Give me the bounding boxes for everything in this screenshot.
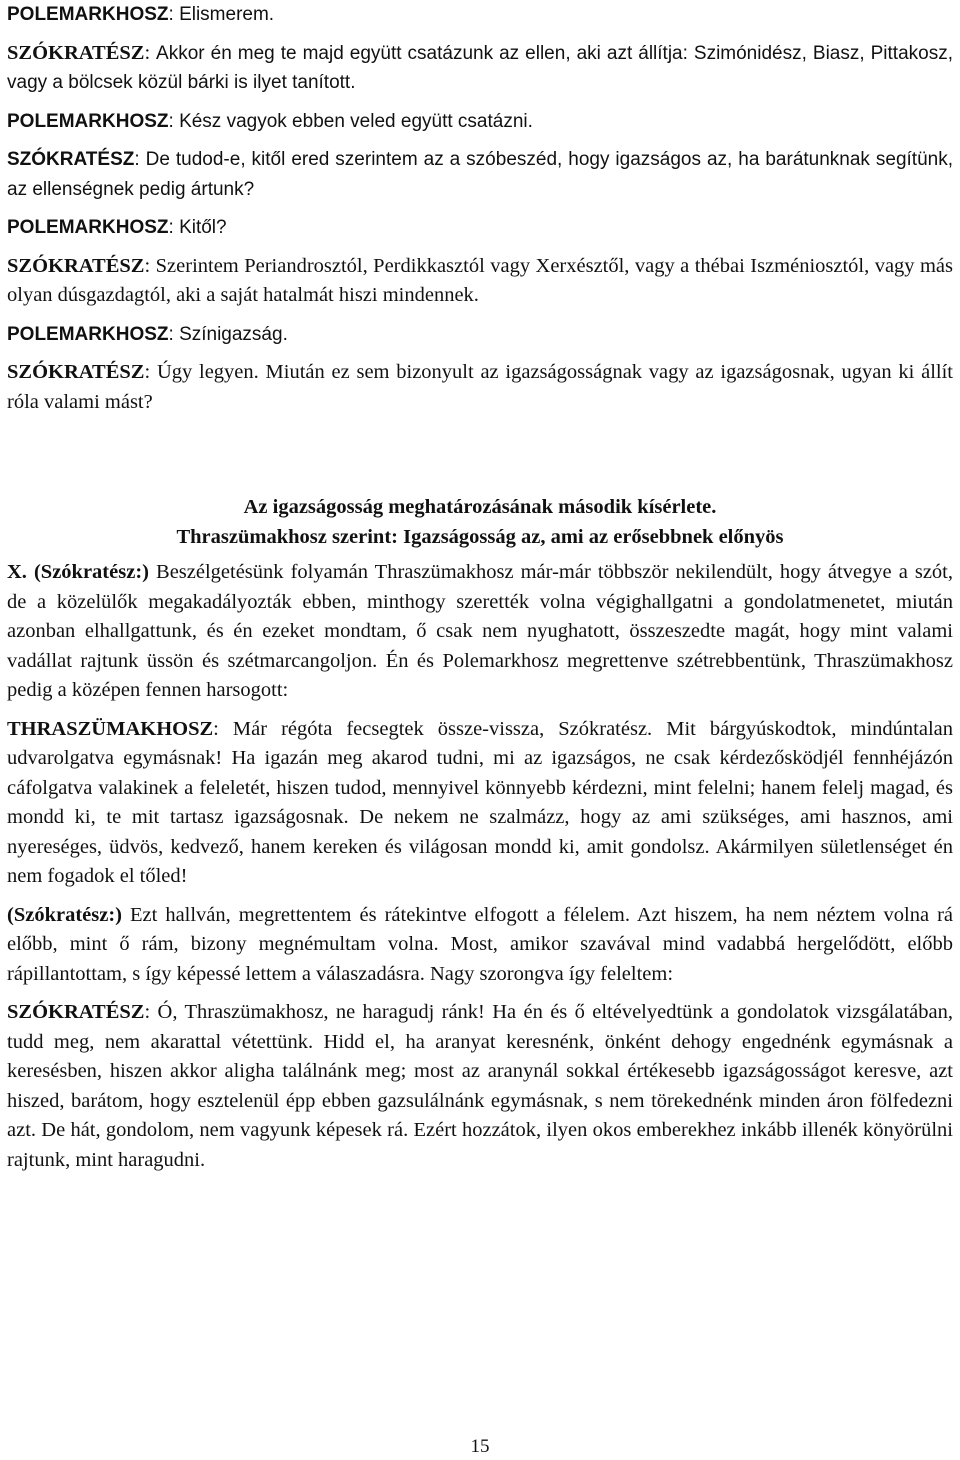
dialogue-line: [7, 213, 953, 243]
dialogue-line: [7, 358, 953, 417]
dialogue-line: [7, 39, 953, 98]
dialogue-line: [7, 320, 953, 350]
speaker-name: SZÓKRATÉSZ: [7, 1001, 145, 1023]
separator: :: [213, 717, 233, 740]
speaker-name: SZÓKRATÉSZ: [7, 254, 145, 277]
dialogue-line: [7, 145, 953, 204]
narrative-paragraph: [7, 558, 953, 706]
separator: :: [144, 254, 156, 277]
dialogue-line: [7, 107, 953, 137]
separator: :: [134, 149, 146, 170]
speaker-name: (Szókratész:): [33, 561, 149, 583]
separator: :: [144, 361, 157, 383]
dialogue-line: [7, 252, 953, 311]
dialogue-text: Színigazság.: [179, 323, 288, 345]
separator: :: [168, 323, 180, 345]
section-number: X.: [7, 561, 27, 583]
narrative-text: Beszélgetésünk folyamán Thraszümakhosz már-már többször nekilendült, hogy átvegye a szót, de a közelülők megakadályozták ebben, minthogy szerették volna végighallgatni a gondolatmenetet, miután azonban elhallgattunk, és én ezeket mondtam, ő csak nem nyughatott, összeszedte magát, hogy mint valami vadállat rajtunk üssön és szétmarcangoljon. Én és Polemarkhosz megrettenve szétrebbentünk, Thraszümakhosz pedig a középen fennen harsogott:: [7, 561, 953, 701]
dialogue-text: Szerintem Periandrosztól, Perdikkasztól vagy Xerxésztől, vagy a thébai Iszméniosztól, vagy más olyan dúsgazdagtól, aki a saját hatalmát hiszi mindennek.: [7, 254, 954, 306]
narrative-text: Ezt hallván, megrettentem és rátekintve elfogott a félelem. Azt hiszem, ha nem néztem volna rá előbb, mint ő rám, bizony megnémultam volna. Most, amikor szavával mind vadabbá hergelődött, előbb rápillantottam, s így képessé lettem a válaszadásra. Nagy szorongva így feleltem:: [7, 903, 953, 985]
speaker-name: SZÓKRATÉSZ: [7, 41, 145, 64]
speaker-name: THRASZÜMAKHOSZ: [7, 717, 214, 740]
dialogue-text: Kitől?: [179, 217, 227, 238]
speaker-name: POLEMARKHOSZ: [7, 217, 169, 238]
dialogue-text: De tudod-e, kitől ered szerintem az a szóbeszéd, hogy igazságos az, ha barátunknak segítünk, az ellenségnek pedig ártunk?: [7, 149, 953, 200]
speaker-name: POLEMARKHOSZ: [7, 110, 169, 132]
dialogue-text: Akkor én meg te majd együtt csatázunk az ellen, aki azt állítja: Szimónidész, Biasz, Pittakosz, vagy a bölcsek közül bárki is ilyet tanított.: [7, 42, 954, 93]
speaker-name: SZÓKRATÉSZ: [7, 361, 145, 383]
dialogue-text: Már régóta fecsegtek össze-vissza, Szókratész. Mit bárgyúskodtok, mindúntalan udvarolgatva egymásnak! Ha igazán meg akarod tudni, mi az igazságos, ne csak kérdezősködjél fennhéjázón cáfolgatva valakinek a feleletét, hiszen tudod, mennyivel könnyebb kérdezni, mint felelni; hanem felelj magad, és mondd ki, te mit tartasz igazságosnak. De nekem ne szalmázz, hogy az ami szükséges, ami hasznos, ami nyereséges, üdvös, kedvező, hanem kereken és világosan mondd ki, amit gondolsz. Akármilyen sületlenséget én nem fogadok el tőled!: [7, 717, 953, 887]
separator: :: [168, 110, 180, 132]
section-heading: Az igazságosság meghatározásának második kísérlete.: [243, 496, 717, 518]
separator: :: [144, 41, 157, 64]
speaker-name: SZÓKRATÉSZ: [7, 149, 135, 170]
separator: :: [168, 217, 180, 238]
section-subheading: Thraszümakhosz szerint: Igazságosság az, ami az erősebbnek előnyös: [176, 525, 784, 548]
dialogue-text: Elismerem.: [179, 4, 275, 25]
dialogue-line: [7, 998, 953, 1175]
dialogue-text: Ó, Thraszümakhosz, ne haragudj ránk! Ha én és ő eltévelyedtünk a gondolatok vizsgálatában, tudd meg, nem akarattal vétettünk. Hidd el, ha aranyat keresnénk, önként dehogy engednénk egymásnak a keresésben, hiszen akkor aligha találnánk meg; most az aranynál sokkal értékesebb igazságosságot keresve, azt hiszed, barátom, hogy esztelenül épp ebben gazsulálnánk egymásnak, s nem törekednénk minden áron fölfedezni azt. De hát, gondolom, nem vagyunk képesek rá. Ezért hozzátok, ilyen okos emberekhez inkább illenék könyörülni rajtunk, mint haragudni.: [7, 1001, 953, 1171]
speaker-name: POLEMARKHOSZ: [7, 4, 169, 25]
dialogue-line: [7, 0, 953, 30]
separator: :: [144, 1001, 158, 1023]
page-number: 15: [470, 1436, 490, 1457]
speaker-name: (Szókratész:): [7, 903, 122, 926]
narrative-paragraph: [7, 901, 953, 990]
speaker-name: POLEMARKHOSZ: [7, 323, 169, 345]
document-page: [7, 0, 953, 1175]
separator: :: [168, 4, 180, 25]
dialogue-line: [7, 715, 953, 892]
dialogue-text: Úgy legyen. Miután ez sem bizonyult az igazságosságnak vagy az igazságosnak, ugyan ki állít róla valami mást?: [7, 361, 953, 413]
dialogue-text: Kész vagyok ebben veled együtt csatázni.: [179, 110, 533, 132]
